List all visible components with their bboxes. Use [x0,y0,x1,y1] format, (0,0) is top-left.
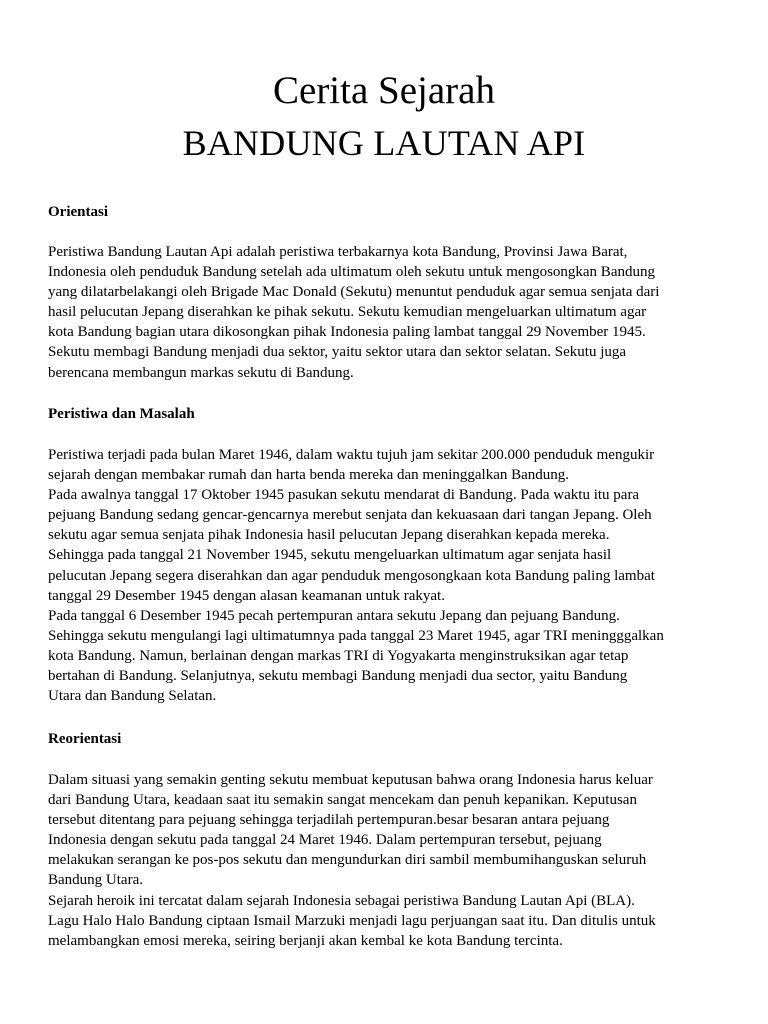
paragraph-line: Pada awalnya tanggal 17 Oktober 1945 pasukan sekutu mendarat di Bandung. Pada waktu itu para [48,487,640,504]
paragraph-line: Indonesia dengan sekutu pada tanggal 24 Maret 1946. Dalam pertempuran tersebut, pejuang [48,832,602,849]
paragraph-line: melakukan serangan ke pos-pos sekutu dan mengundurkan diri sambil membumihanguskan seluruh [48,852,647,869]
paragraph-line: Utara dan Bandung Selatan. [48,688,217,705]
paragraph-line: tanggal 29 Desember 1945 dengan alasan keamanan untuk rakyat. [48,587,445,604]
paragraph-line: Sehingga pada tanggal 21 November 1945, sekutu mengeluarkan ultimatum agar senjata hasil [48,547,612,564]
paragraph-line: Peristiwa terjadi pada bulan Maret 1946, dalam waktu tujuh jam sekitar 200.000 penduduk mengukir [48,447,655,463]
paragraph-line: melambangkan emosi mereka, seiring berjanji akan kembal ke kota Bandung tercinta. [48,932,563,949]
section-paragraph-orientasi [48,242,724,383]
section-heading-reorientasi: Reorientasi [48,731,122,747]
document-title: Cerita Sejarah [273,69,495,112]
paragraph-line: Sehingga sekutu mengulangi lagi ultimatumnya pada tanggal 23 Maret 1945, agar TRI meningggalkan [48,627,664,644]
paragraph-line: bertahan di Bandung. Selanjutnya, sekutu membagi Bandung menjadi dua sector, yaitu Bandung [48,668,628,685]
paragraph-line: Dalam situasi yang semakin genting sekutu membuat keputusan bahwa orang Indonesia harus keluar [48,772,653,788]
paragraph-line: Indonesia oleh penduduk Bandung setelah ada ultimatum oleh sekutu untuk mengosongkan Bandung [48,264,655,281]
paragraph-line: Lagu Halo Halo Bandung ciptaan Ismail Marzuki menjadi lagu perjuangan saat itu. Dan ditulis untuk [48,912,656,929]
document-subtitle: BANDUNG LAUTAN API [182,123,586,163]
paragraph-line: sekutu agar semua senjata pihak Indonesia hasil pelucutan Jepang diserahkan kepada mereka. [48,527,610,544]
paragraph-line: dari Bandung Utara, keadaan saat itu semakin sangat mencekam dan penuh kepanikan. Keputusan [48,792,637,809]
paragraph-line: kota Bandung. Namun, berlainan dengan markas TRI di Yogyakarta menginstruksikan agar tetap [48,647,629,664]
paragraph-line: berencana membangun markas sekutu di Bandung. [48,364,354,381]
paragraph-line: pelucutan Jepang segera diserahkan dan agar penduduk mengosongkaan kota Bandung paling lambat [48,567,655,584]
paragraph-line: kota Bandung bagian utara dikosongkan pihak Indonesia paling lambat tanggal 29 November 1945. [48,324,646,341]
paragraph-line: Bandung Utara. [48,872,143,889]
paragraph-line: tersebut ditentang para pejuang sehingga terjadilah pertempuran.besar besaran antara pejuang [48,812,610,829]
paragraph-line: hasil pelucutan Jepang diserahkan ke pihak sekutu. Sekutu kemudian mengeluarkan ultimatum agar [48,304,647,321]
paragraph-line: Pada tanggal 6 Desember 1945 pecah pertempuran antara sekutu Jepang dan pejuang Bandung. [48,607,620,624]
section-heading-peristiwa: Peristiwa dan Masalah [48,406,195,422]
paragraph-line: Peristiwa Bandung Lautan Api adalah peristiwa terbakarnya kota Bandung, Provinsi Jawa Barat, [48,244,628,260]
section-paragraph-reorientasi [48,770,724,951]
paragraph-line: Sekutu membagi Bandung menjadi dua sektor, yaitu sektor utara dan sektor selatan. Sekutu juga [48,344,627,361]
section-heading-orientasi: Orientasi [48,204,108,220]
section-paragraph-peristiwa [48,445,724,706]
paragraph-line: Sejarah heroik ini tercatat dalam sejarah Indonesia sebagai peristiwa Bandung Lautan Api (BLA). [48,892,635,909]
paragraph-line: sejarah dengan membakar rumah dan harta benda mereka dan meninggalkan Bandung. [48,467,570,484]
paragraph-line: yang dilatarbelakangi oleh Brigade Mac Donald (Sekutu) menuntut penduduk agar semua senjata dari [48,284,660,301]
paragraph-line: pejuang Bandung sedang gencar-gencarnya merebut senjata dan kekuasaan dari tangan Jepang. Oleh [48,507,652,524]
